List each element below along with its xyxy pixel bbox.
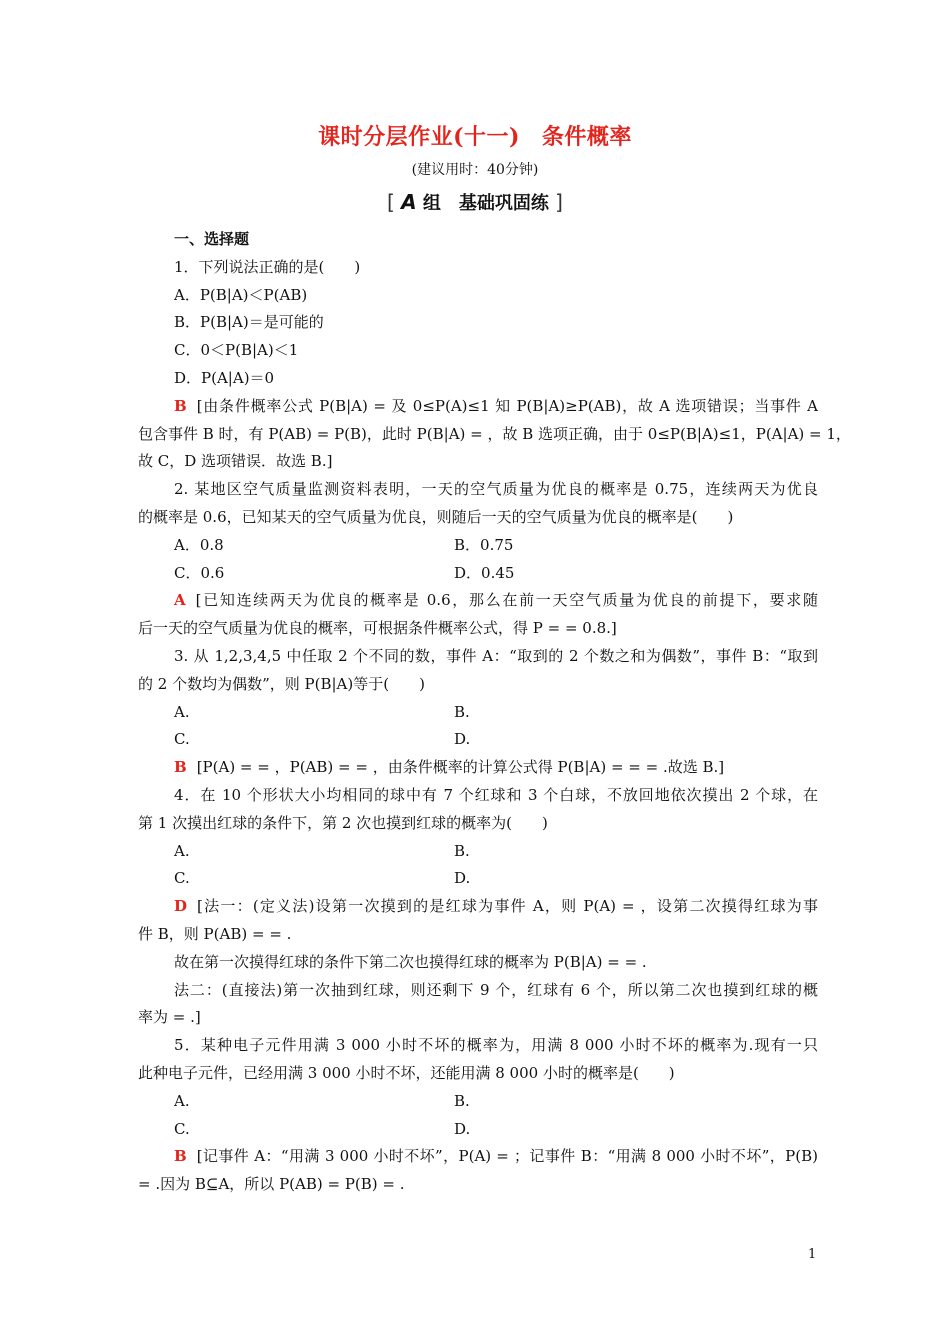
q3-explanation-1: B [P(A) = = ，P(AB) = = ，由条件概率的计算公式得 P(B|A) = = = .故选 B.] bbox=[174, 758, 725, 777]
q4-explanation-2: 件 B，则 P(AB) = = . bbox=[138, 924, 292, 943]
q3-answer: B bbox=[174, 758, 187, 777]
q1-option-b: B．P(B|A)＝是可能的 bbox=[174, 313, 324, 332]
q3-stem-1: 3. 从 1,2,3,4,5 中任取 2 个不同的数，事件 A：“取到的 2 个数之和为偶数”，事件 B：“取到 bbox=[174, 646, 818, 665]
q2-stem-2: 的概率是 0.6，已知某天的空气质量为优良，则随后一天的空气质量为优良的概率是( ) bbox=[138, 507, 734, 526]
q4-option-c: C. bbox=[174, 869, 190, 888]
q4-option-a: A. bbox=[174, 841, 190, 860]
q3-option-b: B. bbox=[454, 702, 470, 721]
q5-explanation-2: = .因为 B⊆A，所以 P(AB) = P(B) = . bbox=[138, 1175, 405, 1194]
group-label: 组 基础巩固练 bbox=[422, 193, 549, 214]
q2-option-b: B．0.75 bbox=[454, 535, 514, 554]
q1-option-d: D．P(A|A)＝0 bbox=[174, 368, 275, 387]
q2-explanation-2: 后一天的空气质量为优良的概率，可根据条件概率公式，得 P = = 0.8.] bbox=[138, 619, 617, 638]
q4-stem-2: 第 1 次摸出红球的条件下，第 2 次也摸到红球的概率为( ) bbox=[138, 813, 548, 832]
q1-explanation-2: 包含事件 B 时，有 P(AB) = P(B)，此时 P(B|A) = ，故 B 选项正确，由于 0≤P(B|A)≤1，P(A|A) = 1， bbox=[138, 424, 851, 443]
page-number: 1 bbox=[808, 1247, 817, 1262]
q4-options-row-2 bbox=[138, 865, 818, 893]
page-title bbox=[0, 120, 950, 151]
q3-option-c: C. bbox=[174, 730, 190, 749]
q1-answer: B bbox=[174, 396, 187, 415]
q4-option-d: D. bbox=[454, 869, 471, 888]
q2-option-a: A．0.8 bbox=[174, 535, 224, 554]
q2-stem-1: 2. 某地区空气质量监测资料表明，一天的空气质量为优良的概率是 0.75，连续两天为优良 bbox=[174, 480, 818, 499]
q3-options-row-2 bbox=[138, 726, 818, 754]
suggested-time: (建议用时：40分钟) bbox=[411, 162, 539, 178]
q4-explanation-4: 法二：(直接法)第一次抽到红球，则还剩下 9 个，红球有 6 个，所以第二次也摸到红球的概 bbox=[174, 980, 818, 999]
q2-option-d: D．0.45 bbox=[454, 563, 515, 582]
title-topic: 条件概率 bbox=[541, 124, 632, 150]
q5-stem-2: 此种电子元件，已经用满 3 000 小时不坏，还能用满 8 000 小时的概率是( ) bbox=[138, 1063, 675, 1082]
q3-option-a: A. bbox=[174, 702, 190, 721]
q4-explanation-3: 故在第一次摸得红球的条件下第二次也摸得红球的概率为 P(B|A) = = . bbox=[174, 952, 647, 971]
q2-answer: A bbox=[174, 591, 186, 610]
q2-options-row-1 bbox=[138, 532, 818, 560]
q5-options-row-2 bbox=[138, 1116, 818, 1144]
bracket-close: ] bbox=[555, 190, 563, 214]
section-heading: 一、选择题 bbox=[174, 230, 250, 248]
q5-options-row-1 bbox=[138, 1088, 818, 1116]
q5-option-d: D. bbox=[454, 1119, 471, 1138]
q3-stem-2: 的 2 个数均为偶数”，则 P(B|A)等于( ) bbox=[138, 674, 425, 693]
q5-option-a: A. bbox=[174, 1091, 190, 1110]
document-body bbox=[138, 226, 851, 1199]
group-heading bbox=[0, 189, 950, 215]
q1-stem: 1．下列说法正确的是( ) bbox=[174, 257, 361, 276]
title-main: 课时分层作业(十一) bbox=[318, 124, 520, 150]
q3-option-d: D. bbox=[454, 730, 471, 749]
q5-explanation-1: B [记事件 A：“用满 3 000 小时不坏”，P(A) = ；记事件 B：“用满 8 000 小时不坏”，P(B) bbox=[174, 1147, 818, 1166]
q4-option-b: B. bbox=[454, 841, 470, 860]
q4-stem-1: 4．在 10 个形状大小均相同的球中有 7 个红球和 3 个白球，不放回地依次摸出 2 个球，在 bbox=[174, 785, 818, 804]
q5-option-c: C. bbox=[174, 1119, 190, 1138]
q2-options-row-2 bbox=[138, 560, 818, 588]
bracket-open: [ bbox=[387, 190, 395, 214]
q2-explanation-1: A [已知连续两天为优良的概率是 0.6，那么在前一天空气质量为优良的前提下，要求随 bbox=[174, 591, 818, 610]
group-letter: A bbox=[401, 190, 417, 214]
q2-option-c: C．0.6 bbox=[174, 563, 225, 582]
q3-options-row-1 bbox=[138, 699, 818, 727]
q1-option-c: C．0＜P(B|A)＜1 bbox=[174, 341, 299, 360]
q5-option-b: B. bbox=[454, 1091, 470, 1110]
q4-options-row-1 bbox=[138, 838, 818, 866]
q4-explanation-1: D [法一：(定义法)设第一次摸到的是红球为事件 A，则 P(A) = ，设第二次摸得红球为事 bbox=[174, 897, 818, 916]
q1-explanation-1: B [由条件概率公式 P(B|A) = 及 0≤P(A)≤1 知 P(B|A)≥P(AB)，故 A 选项错误；当事件 A bbox=[174, 396, 818, 415]
q1-explanation-3: 故 C，D 选项错误．故选 B.] bbox=[138, 452, 333, 471]
q4-explanation-5: 率为 = .] bbox=[138, 1008, 201, 1027]
q5-stem-1: 5．某种电子元件用满 3 000 小时不坏的概率为，用满 8 000 小时不坏的概率为.现有一只 bbox=[174, 1036, 818, 1055]
q1-option-a: A．P(B|A)＜P(AB) bbox=[174, 285, 308, 304]
q4-answer: D bbox=[174, 897, 188, 916]
q5-answer: B bbox=[174, 1147, 187, 1166]
